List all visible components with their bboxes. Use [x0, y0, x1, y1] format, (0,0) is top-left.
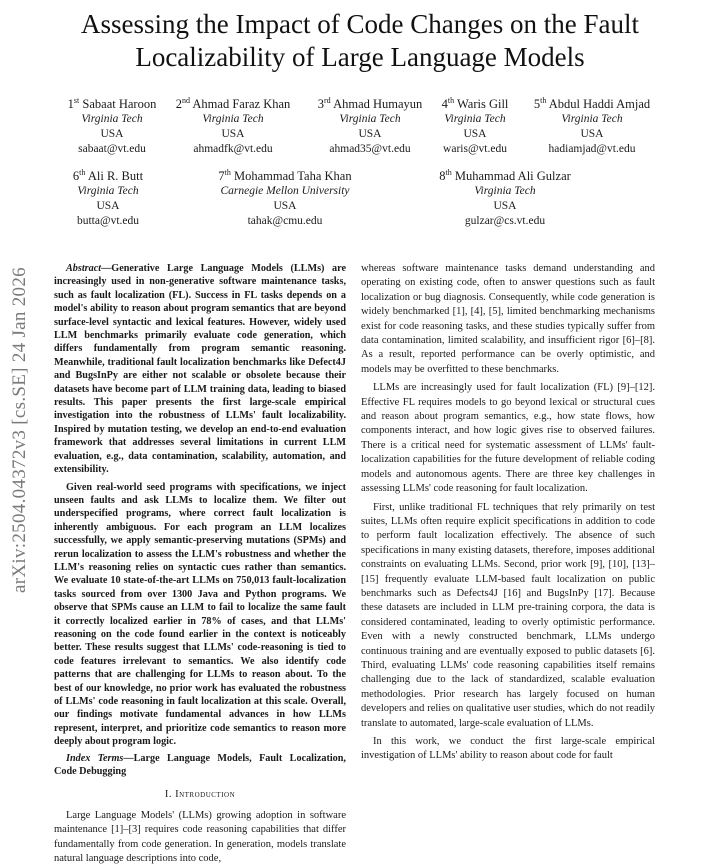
author-name: Ali R. Butt: [87, 169, 144, 184]
author-name: Ahmad Humayun: [333, 97, 423, 112]
author-block: 4th Waris Gill Virginia Tech USA waris@vt.edu: [430, 93, 520, 157]
author-name: Abdul Haddi Amjad: [548, 97, 651, 112]
intro-paragraph-continued: whereas software maintenance tasks demand understanding and operating on existing code, often to answer questions such as fault localization or bug diagnosis. Consequently, while code generation is widely benchmarked [1], [4], [5], limited benchmarking mechanisms exist for code reasoning tasks, and these studies typically suffer from data contamination, limited scalability, and insufficient rigor [6]–[8]. As a result, reported performance can be overly optimistic, and models may be overfitted to these benchmarks.: [361, 263, 655, 375]
abstract-paragraph-2: Given real-world seed programs with specifications, we inject unseen faults and ask LLMs to localize them. We filter out underspecified programs, where correct fault localization is inherently ambiguous. For each program an LLM localizes successfully, we apply semantic-preserving mutations (SPMs) and rerun localization to assess the LLM's robustness and whether the LLM's reasoning relies on syntactic cues rather than semantics. We evaluate 10 state-of-the-art LLMs on 750,013 fault-localization tasks sourced from over 1300 Java and Python programs. We observe that SPMs cause an LLM to fail to localize the same fault it correctly localized earlier in 78% of cases, and that LLMs' reasoning on the code found earlier in the context is noticeably better. These results suggest that LLMs' code-reasoning is tied to code features irrelevant to semantics. We also identify code patterns that are challenging for LLMs to reason about. To the best of our knowledge, no prior work has evaluated the robustness of LLMs' code reasoning in fault localization at this scale. Overall, our findings motivate fundamental advances in how LLMs represent, interpret, and prioritize code semantics to reason more deeply about program logic.: [54, 481, 346, 748]
author-name: Waris Gill: [456, 97, 509, 112]
author-email: hadiamjad@vt.edu: [548, 143, 636, 156]
author-affiliation: Virginia Tech: [81, 113, 143, 126]
arxiv-side-stamp: [8, 215, 32, 645]
author-affiliation: Virginia Tech: [561, 113, 623, 126]
author-affiliation: Virginia Tech: [444, 113, 506, 126]
author-name: Ahmad Faraz Khan: [192, 97, 291, 112]
author-affiliation: Carnegie Mellon University: [220, 185, 350, 198]
author-country: USA: [358, 128, 382, 141]
author-block: 8th Muhammad Ali Gulzar Virginia Tech USA gulzar@cs.vt.edu: [420, 165, 590, 229]
abstract-text-1: Generative Large Language Models (LLMs) are increasingly used in non-generative software maintenance tasks, such as fault localization (FL). Success in FL tasks depends on a model's ability to reason about program semantics that are beyond surface-level syntactic and lexical features. However, widely used LLM benchmarks primarily evaluate code generation, which differs fundamentally from program semantic reasoning. Meanwhile, traditional fault localization benchmarks like Defect4J and BugsInPy are either not scalable or obsolete because their datasets have become part of LLM training data, leading to biased results. This paper presents the first large-scale empirical investigation into the robustness of LLMs' fault localizability. Inspired by mutation testing, we develop an end-to-end evaluation framework that addresses several limitations in current LLM evaluation, e.g., data contamination, scalability, automation, and extensibility.: [54, 263, 346, 476]
author-name: Sabaat Haroon: [82, 97, 157, 112]
abstract-label: Abstract: [66, 263, 102, 274]
author-block: 2nd Ahmad Faraz Khan Virginia Tech USA ahmadfk@vt.edu: [168, 93, 298, 157]
author-country: USA: [493, 200, 517, 213]
author-country: USA: [273, 200, 297, 213]
author-block: 7th Mohammad Taha Khan Carnegie Mellon University USA tahak@cmu.edu: [205, 165, 365, 229]
intro-paragraph: Large Language Models' (LLMs) growing adoption in software maintenance [1]–[3] requires code reasoning capabilities that differ fundamentally from code generation. In generation, models translate natural language descriptions into code,: [54, 809, 346, 865]
author-country: USA: [580, 128, 604, 141]
author-name: Muhammad Ali Gulzar: [454, 169, 571, 184]
left-column: [54, 262, 346, 865]
section-heading: I. Introduction: [164, 789, 236, 801]
author-block: 5th Abdul Haddi Amjad Virginia Tech USA hadiamjad@vt.edu: [522, 93, 662, 157]
author-affiliation: Virginia Tech: [474, 185, 536, 198]
author-block: 6th Ali R. Butt Virginia Tech USA butta@vt.edu: [48, 165, 168, 229]
paper-title: [40, 8, 680, 74]
author-affiliation: Virginia Tech: [202, 113, 264, 126]
index-terms-text: Large Language Models, Fault Localization, Code Debugging: [54, 752, 346, 778]
author-country: USA: [463, 128, 487, 141]
author-email: ahmad35@vt.edu: [329, 143, 411, 156]
author-email: waris@vt.edu: [443, 143, 507, 156]
title-line-1: Assessing the Impact of Code Changes on the Fault: [81, 9, 639, 39]
author-country: USA: [221, 128, 245, 141]
arxiv-identifier: arXiv:2504.04372v3 [cs.SE] 24 Jan 2026: [9, 267, 30, 593]
author-email: tahak@cmu.edu: [247, 215, 323, 228]
right-column: [361, 262, 655, 800]
author-email: ahmadfk@vt.edu: [193, 143, 273, 156]
intro-paragraph: In this work, we conduct the first large-scale empirical investigation of LLMs' ability to reason about code for fault: [361, 736, 655, 762]
author-block: 1st Sabaat Haroon Virginia Tech USA sabaat@vt.edu: [52, 93, 172, 157]
title-line-2: Localizability of Large Language Models: [135, 42, 585, 72]
author-block: 3rd Ahmad Humayun Virginia Tech USA ahmad35@vt.edu: [305, 93, 435, 157]
index-terms: Index Terms—Large Language Models, Fault Localization, Code Debugging: [54, 752, 346, 778]
author-country: USA: [100, 128, 124, 141]
author-affiliation: Virginia Tech: [77, 185, 139, 198]
author-email: sabaat@vt.edu: [78, 143, 146, 156]
author-name: Mohammad Taha Khan: [233, 169, 352, 184]
author-country: USA: [96, 200, 120, 213]
intro-paragraph: First, unlike traditional FL techniques that rely primarily on test suites, LLMs often require explicit specifications in addition to code to perform fault localization effectively. The absence of such specifications in many existing datasets, therefore, imposes additional constraints on evaluating LLMs. Second, prior work [9], [10], [13]–[15] frequently evaluate LLM-based fault localization on public benchmarks such as Defects4J [16] and BugsInPy [17]. Because these datasets are included in LLM pre-training corpora, the data is considered contaminated, leading to overly optimistic performance. Even with a newly constructed benchmark, LLMs undergo continuous training and are eventually exposed to public datasets [6]. Third, evaluating LLMs' code reasoning capabilities itself remains challenging due to the lack of standardized, scalable evaluation methodologies. Prior research has largely focused on human developers and relies on qualitative user studies, which do not readily translate to automated, large-scale evaluation of LLMs.: [361, 501, 655, 729]
index-terms-label: Index Terms: [66, 752, 124, 764]
intro-paragraph: LLMs are increasingly used for fault localization (FL) [9]–[12]. Effective FL requires models to go beyond lexical or structural cues and reason about program semantics, e.g., how state flows, how components interact, and how logic gives rise to observed failures. There is a critical need for systematic assessment of LLMs' fault-localization capabilities for the future development of reliable coding models and autonomous agents. There are three key challenges in assessing LLMs' code reasoning for fault localization.: [361, 382, 655, 495]
author-email: gulzar@cs.vt.edu: [464, 215, 546, 228]
author-email: butta@vt.edu: [76, 215, 139, 228]
author-affiliation: Virginia Tech: [339, 113, 401, 126]
abstract-paragraph-1: Abstract—Generative Large Language Models (LLMs) are increasingly used in non-generative software maintenance tasks, such as fault localization (FL). Success in FL tasks depends on a model's ability to reason about program semantics that are beyond surface-level syntactic and lexical features. However, widely used LLM benchmarks primarily evaluate code generation, which differs fundamentally from program semantic reasoning. Meanwhile, traditional fault localization benchmarks like Defect4J and BugsInPy are either not scalable or obsolete because their datasets have become part of LLM training data, leading to biased results. This paper presents the first large-scale empirical investigation into the robustness of LLMs' fault localizability. Inspired by mutation testing, we develop an end-to-end evaluation framework that addresses several limitations in current LLM evaluation, e.g., data contamination, scalability, automation, and extensibility.: [54, 263, 346, 476]
